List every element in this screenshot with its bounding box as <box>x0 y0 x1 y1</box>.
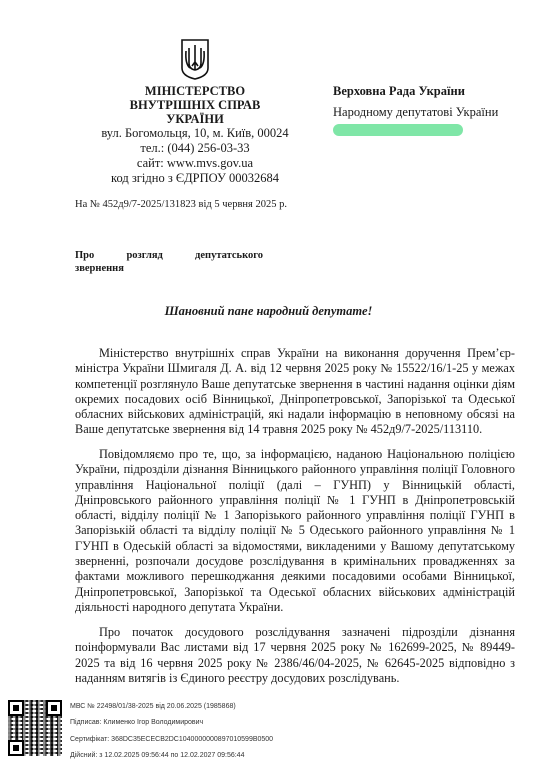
subject-word: Про <box>75 250 95 261</box>
paragraph-text: Про початок досудового розслідування зазначені підрозділи дізнання поінформували Вас листами від 17 червня 2025 року № 162699-2025, № 89449-2025 та від 16 червня 2025 року № 2386/46/04-2025, № 62645-2025 відповідно з наданням витягів із Єдиного реєстру досудових розслідувань. <box>75 625 515 685</box>
signature-registration: МВС № 22498/01/38-2025 від 20.06.2025 (1985868) <box>70 703 236 710</box>
ministry-contacts <box>85 126 305 186</box>
ministry-edrpou: код згідно з ЄДРПОУ 00032684 <box>111 171 279 185</box>
signature-validity: Дійсний: з 12.02.2025 09:56:44 по 12.02.2027 09:56:44 <box>70 752 245 759</box>
ministry-name-line: ВНУТРІШНІХ СПРАВ <box>129 98 261 112</box>
paragraph <box>75 447 515 615</box>
ministry-site: сайт: www.mvs.gov.ua <box>136 156 254 170</box>
letter-subject <box>75 249 263 275</box>
qr-code-icon <box>8 700 62 756</box>
ministry-name-line: МІНІСТЕРСТВО <box>144 84 246 98</box>
redacted-name <box>333 124 463 136</box>
greeting: Шановний пане народний депутате! <box>164 304 373 318</box>
subject-word: розгляд <box>126 250 163 261</box>
signature-signer: Підписав: Клименко Ігор Володимирович <box>70 719 204 726</box>
ministry-name <box>100 84 290 126</box>
recipient-title: Народному депутатові України <box>333 105 499 119</box>
recipient-org: Верховна Рада України <box>333 84 465 98</box>
ministry-name-line: УКРАЇНИ <box>166 112 224 126</box>
paragraph <box>75 346 515 438</box>
signature-certificate: Сертифікат: 368DC35ECECB2DC1040000000897010599B0500 <box>70 736 274 743</box>
ministry-address: вул. Богомольця, 10, м. Київ, 00024 <box>101 126 289 140</box>
paragraph <box>75 625 515 686</box>
paragraph-text: Повідомляємо про те, що, за інформацією, наданою Національною поліцією України, підрозділи дізнання Вінницького районного управління поліції Головного управління Національної поліції (далі – ГУНП) у Вінницькій області, Дніпровського районного управління поліції № 1 ГУНП в Дніпропетровській області, відділу поліції № 1 Запорізького районного управління поліції ГУНП в Запорізькій області та відділу поліції № 5 Одеського районного управління № 1 ГУНП в Одеській області за відомостями, викладеними у Вашому депутатському зверненні, розпочали досудове розслідування в кримінальних провадженнях за фактами можливого перешкоджання деякими посадовими особами Вінницької, Дніпропетровської, Запорізької та Одеської обласних військових адміністрацій діяльності народного депутата України. <box>75 447 515 614</box>
subject-word: депутатського <box>195 250 263 261</box>
subject-line: звернення <box>75 263 124 274</box>
paragraph-text: Міністерство внутрішніх справ України на виконання доручення Прем’єр-міністра України Шмигаля Д. А. від 12 червня 2025 року № 15522/16/1-25 у межах компетенції розглянуло Ваше депутатське звернення в частині надання оцінки діям окремих посадових осіб Вінницької, Дніпропетровської, Запорізької та Одеської обласних військових адміністрацій, які надали інформацію в неповному обсязі на Ваше депутатське звернення від 14 травня 2025 року № 452д9/7-2025/113110. <box>75 346 515 437</box>
trident-coat-of-arms-icon <box>180 38 210 80</box>
ministry-phone: тел.: (044) 256-03-33 <box>140 141 250 155</box>
reference-number: На № 452д9/7-2025/131823 від 5 червня 2025 р. <box>75 199 287 210</box>
